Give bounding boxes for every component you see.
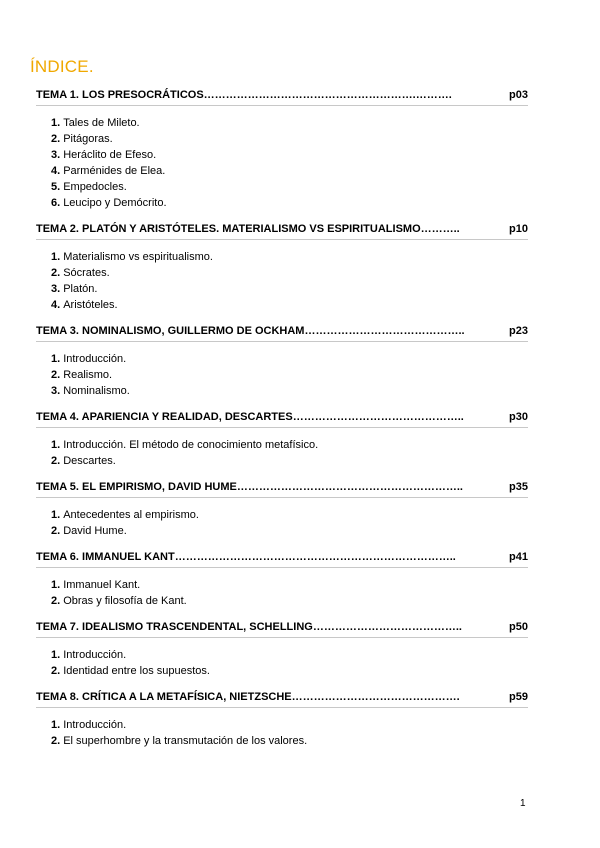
page-title: ÍNDICE. [30,57,94,76]
toc-entry-tema-7[interactable] [36,620,528,638]
toc-subitem-list [36,577,528,609]
list-item-number: 2. [51,369,61,381]
toc-subitem-list [36,249,528,313]
toc-entry-tema-4[interactable] [36,410,528,428]
list-item-text: Nominalismo. [63,385,130,397]
list-item-text: Sócrates. [63,267,110,279]
toc-entry-title: TEMA 4. APARIENCIA Y REALIDAD, DESCARTES [36,411,293,423]
toc-entry-page: p59 [509,691,528,703]
list-item-text: Introducción. [63,649,127,661]
list-item [51,383,528,399]
list-item-text: Introducción. [63,719,127,731]
toc-entry-tema-6[interactable] [36,550,528,568]
list-item [51,577,528,593]
list-item [51,647,528,663]
list-item [51,163,528,179]
page-number: 1 [520,798,526,809]
toc-entry-title: TEMA 7. IDEALISMO TRASCENDENTAL, SCHELLING [36,621,313,633]
list-item-number: 2. [51,267,61,279]
list-item-number: 2. [51,735,61,747]
toc-entry-tema-8[interactable] [36,690,528,708]
toc-dot-leader: …………………………………….. [304,325,465,337]
list-item [51,351,528,367]
toc-entry-page: p50 [509,621,528,633]
list-item-text: Parménides de Elea. [63,165,166,177]
list-item-number: 2. [51,595,61,607]
list-item-number: 1. [51,439,61,451]
list-item-text: Tales de Mileto. [63,117,140,129]
list-item-text: Heráclito de Efeso. [63,149,157,161]
list-item-number: 1. [51,509,61,521]
toc-entry-tema-1[interactable] [36,88,528,106]
list-item-number: 1. [51,719,61,731]
list-item-text: Introducción. El método de conocimiento metafísico. [63,439,319,451]
toc-entry-title: TEMA 5. EL EMPIRISMO, DAVID HUME [36,481,237,493]
list-item-number: 3. [51,283,61,295]
list-item [51,281,528,297]
list-item-text: Pitágoras. [63,133,113,145]
list-item-text: Antecedentes al empirismo. [63,509,199,521]
toc-entry-title: TEMA 2. PLATÓN Y ARISTÓTELES. MATERIALISMO VS ESPIRITUALISMO [36,223,421,235]
list-item [51,265,528,281]
toc-subitem-list [36,351,528,399]
list-item-text: David Hume. [63,525,127,537]
list-item [51,717,528,733]
list-item-number: 2. [51,133,61,145]
list-item-text: Introducción. [63,353,127,365]
toc-entry-tema-3[interactable] [36,324,528,342]
toc-entry-page: p30 [509,411,528,423]
toc-dot-leader: ……………………………………….. [292,411,464,423]
toc-dot-leader: ………………………………………………….………. [203,89,452,101]
list-item [51,367,528,383]
list-item-number: 5. [51,181,61,193]
list-item-number: 2. [51,665,61,677]
toc-entry-page: p03 [509,89,528,101]
list-item-number: 1. [51,649,61,661]
list-item-text: Platón. [63,283,98,295]
toc-dot-leader: ………………………………………. [291,691,460,703]
toc-dot-leader: ………………………………….. [312,621,462,633]
toc-entry-title: TEMA 8. CRÍTICA A LA METAFÍSICA, NIETZSCHE [36,691,292,703]
list-item [51,437,528,453]
toc-dot-leader: …………………………………………………….. [236,481,463,493]
toc-subitem-list [36,115,528,211]
table-of-contents [36,88,528,760]
list-item-number: 1. [51,353,61,365]
list-item-text: Obras y filosofía de Kant. [63,595,187,607]
list-item [51,131,528,147]
toc-subitem-list [36,647,528,679]
list-item-number: 3. [51,149,61,161]
toc-entry-page: p23 [509,325,528,337]
list-item-text: Leucipo y Demócrito. [63,197,167,209]
list-item [51,733,528,749]
toc-dot-leader: ………………………………………………………………….. [174,551,456,563]
list-item [51,507,528,523]
list-item-text: Empedocles. [63,181,127,193]
list-item [51,663,528,679]
list-item [51,523,528,539]
toc-subitem-list [36,507,528,539]
list-item-number: 6. [51,197,61,209]
list-item [51,453,528,469]
list-item [51,297,528,313]
toc-entry-title: TEMA 3. NOMINALISMO, GUILLERMO DE OCKHAM [36,325,305,337]
list-item [51,115,528,131]
list-item-text: Aristóteles. [63,299,118,311]
list-item-text: Realismo. [63,369,113,381]
toc-entry-tema-2[interactable] [36,222,528,240]
toc-entry-tema-5[interactable] [36,480,528,498]
toc-subitem-list [36,717,528,749]
list-item [51,593,528,609]
toc-entry-title: TEMA 6. IMMANUEL KANT [36,551,175,563]
toc-entry-page: p41 [509,551,528,563]
list-item [51,249,528,265]
list-item [51,147,528,163]
list-item-number: 3. [51,385,61,397]
list-item-number: 2. [51,455,61,467]
list-item-text: Descartes. [63,455,116,467]
list-item [51,195,528,211]
list-item-number: 1. [51,117,61,129]
list-item-number: 1. [51,251,61,263]
toc-subitem-list [36,437,528,469]
list-item-number: 2. [51,525,61,537]
list-item [51,179,528,195]
list-item-text: Materialismo vs espiritualismo. [63,251,213,263]
list-item-text: El superhombre y la transmutación de los valores. [63,735,308,747]
toc-entry-title: TEMA 1. LOS PRESOCRÁTICOS [36,89,204,101]
list-item-number: 4. [51,165,61,177]
toc-dot-leader: ……….. [420,223,460,235]
toc-entry-page: p35 [509,481,528,493]
list-item-number: 4. [51,299,61,311]
list-item-text: Identidad entre los supuestos. [63,665,210,677]
list-item-number: 1. [51,579,61,591]
list-item-text: Immanuel Kant. [63,579,141,591]
toc-entry-page: p10 [509,223,528,235]
